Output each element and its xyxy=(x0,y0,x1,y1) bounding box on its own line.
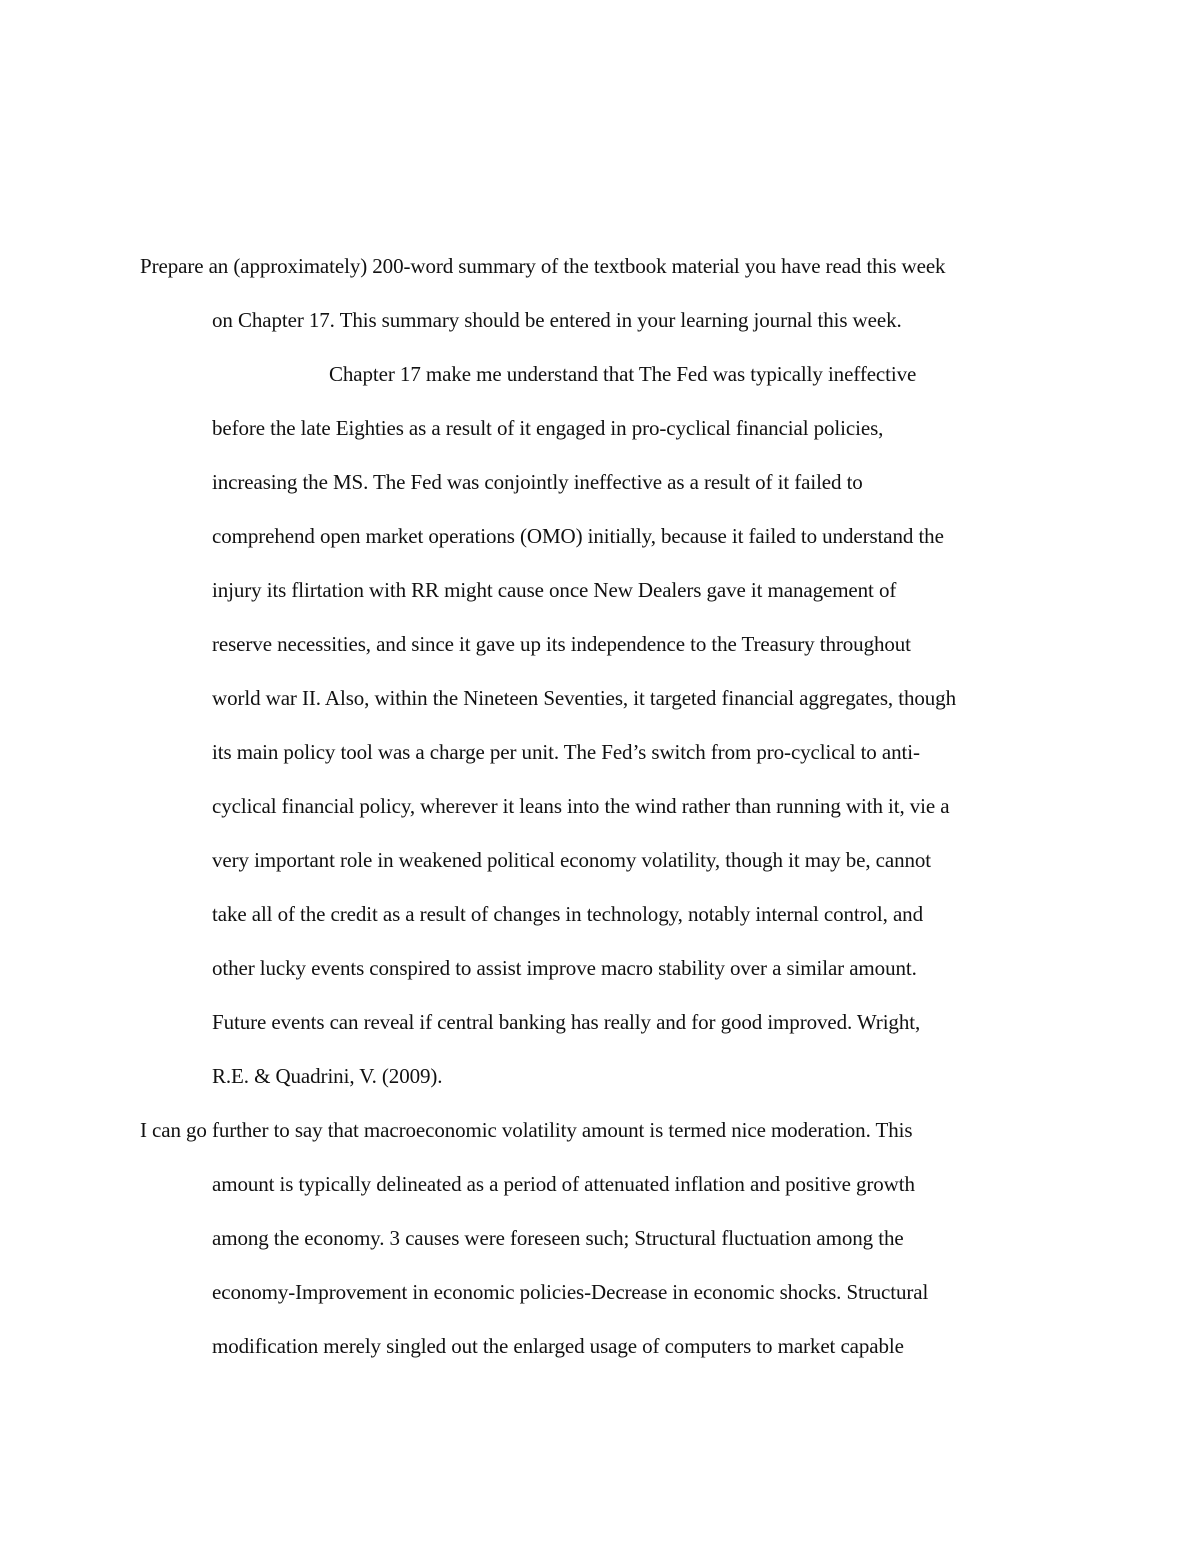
summary-line-7: world war II. Also, within the Nineteen Seventies, it targeted financial aggregates, though xyxy=(212,686,956,710)
summary-line-10: very important role in weakened political economy volatility, though it may be, cannot xyxy=(212,848,932,872)
summary-line-1: Chapter 17 make me understand that The Fed was typically ineffective xyxy=(329,362,917,386)
further-line-4: economy-Improvement in economic policies-Decrease in economic shocks. Structural xyxy=(212,1280,929,1304)
summary-line-6: reserve necessities, and since it gave up its independence to the Treasury throughout xyxy=(212,632,911,656)
further-line-3: among the economy. 3 causes were foreseen such; Structural fluctuation among the xyxy=(212,1226,904,1250)
summary-line-11: take all of the credit as a result of changes in technology, notably internal control, and xyxy=(212,902,923,926)
summary-line-2: before the late Eighties as a result of it engaged in pro-cyclical financial policies, xyxy=(212,416,884,440)
summary-line-9: cyclical financial policy, wherever it leans into the wind rather than running with it, vie a xyxy=(212,794,950,818)
prompt-line-1: Prepare an (approximately) 200-word summary of the textbook material you have read this week xyxy=(140,254,946,278)
summary-line-14: R.E. & Quadrini, V. (2009). xyxy=(212,1064,443,1088)
further-line-2: amount is typically delineated as a period of attenuated inflation and positive growth xyxy=(212,1172,915,1196)
summary-line-12: other lucky events conspired to assist improve macro stability over a similar amount. xyxy=(212,956,917,980)
prompt-line-2: on Chapter 17. This summary should be entered in your learning journal this week. xyxy=(212,308,902,332)
summary-line-5: injury its flirtation with RR might cause once New Dealers gave it management of xyxy=(212,578,897,602)
summary-line-8: its main policy tool was a charge per unit. The Fed’s switch from pro-cyclical to anti- xyxy=(212,740,920,764)
further-line-5: modification merely singled out the enlarged usage of computers to market capable xyxy=(212,1334,904,1358)
summary-line-3: increasing the MS. The Fed was conjointly ineffective as a result of it failed to xyxy=(212,470,863,494)
summary-line-13: Future events can reveal if central banking has really and for good improved. Wright, xyxy=(212,1010,921,1034)
summary-line-4: comprehend open market operations (OMO) initially, because it failed to understand the xyxy=(212,524,944,548)
further-line-1: I can go further to say that macroeconomic volatility amount is termed nice moderation. This xyxy=(140,1118,913,1142)
